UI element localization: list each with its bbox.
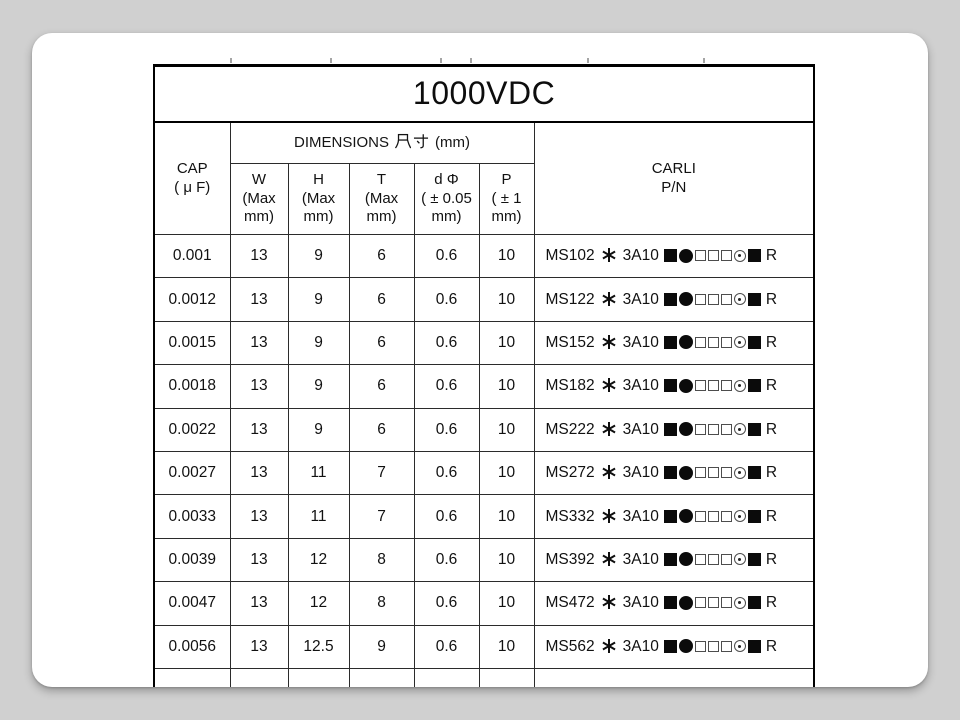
pn-cell xyxy=(534,278,814,321)
table-row xyxy=(154,451,814,494)
spec-table xyxy=(153,64,815,687)
pn-prefix: MS562 xyxy=(545,637,595,655)
cap-cell: 0.0039 xyxy=(154,538,230,581)
slide-card xyxy=(32,33,928,687)
header-col-h: H (Max mm) xyxy=(288,164,349,235)
header-cap xyxy=(154,122,230,235)
pn-symbols xyxy=(664,249,761,263)
t-cell: 6 xyxy=(349,278,414,321)
open-square-icon xyxy=(695,337,706,348)
header-dimensions-suffix: (mm) xyxy=(435,134,470,152)
filled-circle-icon xyxy=(679,335,693,349)
dot-circle-icon xyxy=(734,423,746,435)
table-row xyxy=(154,278,814,321)
t-cell: 7 xyxy=(349,495,414,538)
open-square-icon xyxy=(721,641,732,652)
cap-cell: 0.0022 xyxy=(154,408,230,451)
filled-square-icon xyxy=(748,466,761,479)
pn-symbols xyxy=(664,509,761,523)
open-square-icon xyxy=(708,294,719,305)
asterisk-icon xyxy=(602,509,616,523)
pn-symbols xyxy=(664,422,761,436)
open-square-icon xyxy=(708,641,719,652)
pn-suffix: R xyxy=(765,637,778,655)
pn-prefix: MS102 xyxy=(545,247,595,265)
pn-code: 3A10 xyxy=(622,464,659,482)
table-row xyxy=(154,538,814,581)
pn-symbols xyxy=(664,466,761,480)
filled-circle-icon xyxy=(679,639,693,653)
open-square-icon xyxy=(695,597,706,608)
p-cell: 10 xyxy=(479,321,534,364)
dot-circle-icon xyxy=(734,640,746,652)
t-cell: 6 xyxy=(349,321,414,364)
cjk-char-cun-icon xyxy=(413,133,429,149)
filled-circle-icon xyxy=(679,596,693,610)
filled-square-icon xyxy=(664,510,677,523)
pn-cell xyxy=(534,365,814,408)
t-cell: 6 xyxy=(349,365,414,408)
d-cell: 0.6 xyxy=(414,235,479,278)
pn-suffix: R xyxy=(765,464,778,482)
h-cell: 12 xyxy=(288,538,349,581)
table-title: 1000VDC xyxy=(154,66,814,122)
open-square-icon xyxy=(721,337,732,348)
header-carli xyxy=(534,122,814,235)
open-square-icon xyxy=(695,554,706,565)
pn-cell xyxy=(534,495,814,538)
open-square-icon xyxy=(708,250,719,261)
table-row xyxy=(154,582,814,625)
t-cell: 9 xyxy=(349,625,414,668)
pn-symbols xyxy=(664,552,761,566)
cropped-gridline-remnant xyxy=(330,58,332,63)
h-cell: 9 xyxy=(288,321,349,364)
d-cell: 0.6 xyxy=(414,278,479,321)
pn-prefix: MS222 xyxy=(545,420,595,438)
open-square-icon xyxy=(695,250,706,261)
asterisk-icon xyxy=(602,422,616,436)
d-cell: 0.6 xyxy=(414,538,479,581)
cropped-gridline-remnant xyxy=(230,58,232,63)
filled-circle-icon xyxy=(679,422,693,436)
pn-code: 3A10 xyxy=(622,507,659,525)
h-cell: 9 xyxy=(288,235,349,278)
h-cell: 11 xyxy=(288,495,349,538)
pn-code: 3A10 xyxy=(622,377,659,395)
filled-square-icon xyxy=(664,640,677,653)
asterisk-icon xyxy=(602,552,616,566)
open-square-icon xyxy=(708,554,719,565)
asterisk-icon xyxy=(602,595,616,609)
w-cell: 13 xyxy=(230,321,288,364)
w-cell: 13 xyxy=(230,278,288,321)
d-cell: 0.6 xyxy=(414,625,479,668)
open-square-icon xyxy=(708,467,719,478)
pn-cell xyxy=(534,538,814,581)
pn-symbols xyxy=(664,335,761,349)
cropped-gridline-remnant xyxy=(587,58,589,63)
d-cell: 0.6 xyxy=(414,451,479,494)
filled-square-icon xyxy=(748,336,761,349)
table-row-clipped xyxy=(154,668,814,687)
cap-cell: 0.0018 xyxy=(154,365,230,408)
pn-symbols xyxy=(664,379,761,393)
table-row xyxy=(154,495,814,538)
open-square-icon xyxy=(721,467,732,478)
dot-circle-icon xyxy=(734,336,746,348)
cap-cell: 0.0027 xyxy=(154,451,230,494)
header-col-t: T (Max mm) xyxy=(349,164,414,235)
filled-square-icon xyxy=(664,466,677,479)
open-square-icon xyxy=(695,424,706,435)
dot-circle-icon xyxy=(734,553,746,565)
pn-prefix: MS272 xyxy=(545,464,595,482)
pn-suffix: R xyxy=(765,333,778,351)
table-row xyxy=(154,235,814,278)
pn-suffix: R xyxy=(765,507,778,525)
cjk-char-chi-icon xyxy=(395,133,411,149)
open-square-icon xyxy=(695,641,706,652)
pn-suffix: R xyxy=(765,290,778,308)
d-cell: 0.6 xyxy=(414,495,479,538)
open-square-icon xyxy=(695,467,706,478)
d-cell: 0.6 xyxy=(414,582,479,625)
spec-table-container xyxy=(153,64,813,687)
t-cell: 6 xyxy=(349,235,414,278)
filled-circle-icon xyxy=(679,249,693,263)
open-square-icon xyxy=(708,337,719,348)
pn-suffix: R xyxy=(765,420,778,438)
open-square-icon xyxy=(708,597,719,608)
filled-square-icon xyxy=(664,293,677,306)
filled-square-icon xyxy=(664,336,677,349)
pn-symbols xyxy=(664,596,761,610)
w-cell: 13 xyxy=(230,408,288,451)
header-carli-line2: P/N xyxy=(661,179,687,197)
header-carli-line1: CARLI xyxy=(651,160,696,178)
p-cell: 10 xyxy=(479,365,534,408)
header-dimensions xyxy=(230,122,534,164)
filled-square-icon xyxy=(748,553,761,566)
d-cell: 0.6 xyxy=(414,408,479,451)
p-cell: 10 xyxy=(479,235,534,278)
d-cell: 0.6 xyxy=(414,321,479,364)
filled-square-icon xyxy=(748,293,761,306)
dot-circle-icon xyxy=(734,293,746,305)
pn-suffix: R xyxy=(765,550,778,568)
p-cell: 10 xyxy=(479,408,534,451)
open-square-icon xyxy=(721,511,732,522)
asterisk-icon xyxy=(602,465,616,479)
pn-prefix: MS392 xyxy=(545,550,595,568)
p-cell: 10 xyxy=(479,538,534,581)
pn-cell xyxy=(534,625,814,668)
filled-square-icon xyxy=(664,596,677,609)
cap-cell: 0.001 xyxy=(154,235,230,278)
pn-code: 3A10 xyxy=(622,594,659,612)
cropped-gridline-remnant xyxy=(440,58,442,63)
pn-code: 3A10 xyxy=(622,333,659,351)
table-row xyxy=(154,365,814,408)
w-cell: 13 xyxy=(230,451,288,494)
dot-circle-icon xyxy=(734,597,746,609)
p-cell: 10 xyxy=(479,495,534,538)
filled-square-icon xyxy=(664,553,677,566)
pn-prefix: MS152 xyxy=(545,333,595,351)
pn-cell xyxy=(534,582,814,625)
w-cell: 13 xyxy=(230,625,288,668)
pn-prefix: MS122 xyxy=(545,290,595,308)
pn-code: 3A10 xyxy=(622,637,659,655)
dot-circle-icon xyxy=(734,380,746,392)
filled-circle-icon xyxy=(679,509,693,523)
pn-cell xyxy=(534,321,814,364)
cjk-text-chicun xyxy=(394,134,430,151)
pn-suffix: R xyxy=(765,594,778,612)
pn-prefix: MS332 xyxy=(545,507,595,525)
p-cell: 10 xyxy=(479,582,534,625)
open-square-icon xyxy=(695,380,706,391)
table-row xyxy=(154,408,814,451)
pn-code: 3A10 xyxy=(622,420,659,438)
h-cell: 9 xyxy=(288,365,349,408)
open-square-icon xyxy=(695,294,706,305)
t-cell: 6 xyxy=(349,408,414,451)
cropped-gridline-remnant xyxy=(703,58,705,63)
open-square-icon xyxy=(695,511,706,522)
table-row xyxy=(154,625,814,668)
w-cell: 13 xyxy=(230,495,288,538)
filled-square-icon xyxy=(748,510,761,523)
h-cell: 12 xyxy=(288,582,349,625)
cap-cell: 0.0033 xyxy=(154,495,230,538)
pn-suffix: R xyxy=(765,247,778,265)
open-square-icon xyxy=(721,294,732,305)
pn-cell xyxy=(534,408,814,451)
p-cell: 10 xyxy=(479,625,534,668)
open-square-icon xyxy=(708,424,719,435)
p-cell: 10 xyxy=(479,451,534,494)
filled-circle-icon xyxy=(679,292,693,306)
cap-cell: 0.0056 xyxy=(154,625,230,668)
open-square-icon xyxy=(721,554,732,565)
pn-code: 3A10 xyxy=(622,290,659,308)
w-cell: 13 xyxy=(230,582,288,625)
dot-circle-icon xyxy=(734,467,746,479)
w-cell: 13 xyxy=(230,538,288,581)
asterisk-icon xyxy=(602,639,616,653)
t-cell: 8 xyxy=(349,582,414,625)
header-col-w: W (Max mm) xyxy=(230,164,288,235)
asterisk-icon xyxy=(602,378,616,392)
filled-square-icon xyxy=(748,640,761,653)
filled-square-icon xyxy=(748,249,761,262)
open-square-icon xyxy=(721,250,732,261)
d-cell: 0.6 xyxy=(414,365,479,408)
filled-square-icon xyxy=(664,379,677,392)
open-square-icon xyxy=(721,597,732,608)
t-cell: 8 xyxy=(349,538,414,581)
pn-cell xyxy=(534,451,814,494)
h-cell: 12.5 xyxy=(288,625,349,668)
header-cap-line1: CAP xyxy=(176,160,208,178)
pn-symbols xyxy=(664,292,761,306)
h-cell: 11 xyxy=(288,451,349,494)
header-col-d: d Φ ( ± 0.05 mm) xyxy=(414,164,479,235)
open-square-icon xyxy=(721,380,732,391)
open-square-icon xyxy=(708,380,719,391)
pn-code: 3A10 xyxy=(622,247,659,265)
cap-cell: 0.0012 xyxy=(154,278,230,321)
dot-circle-icon xyxy=(734,250,746,262)
filled-square-icon xyxy=(748,379,761,392)
pn-prefix: MS472 xyxy=(545,594,595,612)
w-cell: 13 xyxy=(230,235,288,278)
filled-square-icon xyxy=(664,249,677,262)
asterisk-icon xyxy=(602,248,616,262)
cap-cell: 0.0015 xyxy=(154,321,230,364)
filled-circle-icon xyxy=(679,466,693,480)
dot-circle-icon xyxy=(734,510,746,522)
header-cap-line2: ( μ F) xyxy=(174,179,211,197)
filled-square-icon xyxy=(748,596,761,609)
w-cell: 13 xyxy=(230,365,288,408)
cap-cell: 0.0047 xyxy=(154,582,230,625)
pn-symbols xyxy=(664,639,761,653)
filled-circle-icon xyxy=(679,552,693,566)
asterisk-icon xyxy=(602,335,616,349)
p-cell: 10 xyxy=(479,278,534,321)
asterisk-icon xyxy=(602,292,616,306)
pn-cell xyxy=(534,235,814,278)
cropped-gridline-remnant xyxy=(470,58,472,63)
pn-suffix: R xyxy=(765,377,778,395)
filled-circle-icon xyxy=(679,379,693,393)
filled-square-icon xyxy=(748,423,761,436)
h-cell: 9 xyxy=(288,278,349,321)
t-cell: 7 xyxy=(349,451,414,494)
pn-code: 3A10 xyxy=(622,550,659,568)
open-square-icon xyxy=(708,511,719,522)
table-row xyxy=(154,321,814,364)
h-cell: 9 xyxy=(288,408,349,451)
header-dimensions-prefix: DIMENSIONS xyxy=(294,134,390,152)
header-col-p: P ( ± 1 mm) xyxy=(479,164,534,235)
pn-prefix: MS182 xyxy=(545,377,595,395)
open-square-icon xyxy=(721,424,732,435)
filled-square-icon xyxy=(664,423,677,436)
